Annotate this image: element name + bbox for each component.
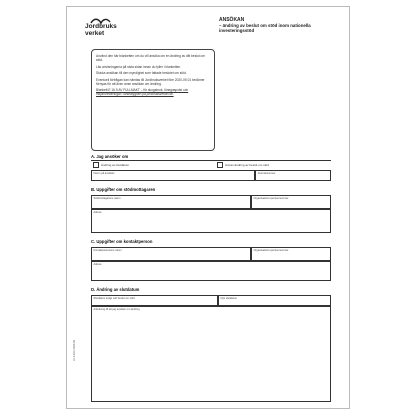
field-label: Stödmottagarens namn bbox=[93, 197, 121, 200]
field-label: Journalnummer bbox=[257, 172, 276, 175]
section-a-title: A. Jag ansöker om bbox=[91, 154, 129, 159]
journal-number-field[interactable] bbox=[255, 170, 331, 181]
recipient-address-field[interactable] bbox=[91, 209, 331, 233]
logo-wordmark: Jordbruks verket bbox=[85, 23, 117, 37]
contact-name-field[interactable] bbox=[91, 247, 251, 261]
change-reason-field[interactable] bbox=[91, 306, 331, 402]
field-label: Adress bbox=[93, 211, 102, 214]
field-label: Kontaktpersonens namn bbox=[93, 249, 122, 252]
divider bbox=[91, 160, 331, 161]
change-end-date-label: Ändring av slutdatum bbox=[101, 163, 130, 167]
application-name-field[interactable] bbox=[91, 170, 255, 181]
instruction-paragraph: Skicka ansökan till den myndighet som fattade beslutet om stöd. bbox=[96, 71, 187, 75]
field-label: Nytt slutdatum bbox=[220, 297, 238, 300]
field-label: Namn på ansökan bbox=[93, 172, 115, 175]
section-c-title: C. Uppgifter om kontaktperson bbox=[91, 239, 153, 244]
form-title: ANSÖKAN bbox=[219, 17, 245, 23]
section-d-title: D. Ändring av slutdatum bbox=[91, 287, 140, 292]
instruction-paragraph: Använd den här blanketten om du vill ansöka om en ändring av ditt beslut om stöd. bbox=[96, 54, 205, 62]
recipient-org-number-field[interactable] bbox=[251, 195, 331, 209]
change-end-date-checkbox[interactable] bbox=[93, 162, 99, 168]
field-label: Anledning till att jag ansöker om ändring bbox=[93, 308, 140, 311]
instruction-link[interactable]: Blankett E 16.9 AV FULLMAKT – för skogsbruk, lönegaspolst och miljöinvesteringar i landsbygden på jordbruksverket.se. bbox=[96, 88, 189, 96]
other-change-checkbox[interactable] bbox=[217, 162, 223, 168]
form-subtitle: – ändring av beslut om stöd inom nationella investeringsstöd bbox=[219, 23, 311, 34]
section-b-title: B. Uppgifter om stödmottagaren bbox=[91, 187, 156, 192]
form-code: Jo 4.XXX 2020-09 bbox=[73, 339, 76, 361]
new-end-date-field[interactable] bbox=[218, 295, 331, 306]
other-change-label: Annan ändring av beslut om stöd bbox=[225, 163, 269, 167]
field-label: Organisations-/personnummer bbox=[253, 197, 289, 200]
field-label: Organisations-/personnummer bbox=[253, 249, 289, 252]
field-label: Adress bbox=[93, 263, 102, 266]
field-label: Slutdatum enligt mitt beslut om stöd bbox=[93, 297, 135, 300]
contact-org-number-field[interactable] bbox=[251, 247, 331, 261]
contact-address-field[interactable] bbox=[91, 261, 331, 281]
recipient-name-field[interactable] bbox=[91, 195, 251, 209]
instruction-paragraph: Eventuell förfrågan kan hämtas till Jordbruksverket före 2020-09-01 bedömer förnyas för att även anse ansökan om ändring. bbox=[96, 77, 205, 86]
current-end-date-field[interactable] bbox=[91, 295, 218, 306]
instructions-box bbox=[91, 49, 215, 151]
form-page bbox=[66, 6, 350, 409]
instruction-paragraph: Läs anvisningarna på sista sidan innan du fyller i blanketten. bbox=[96, 64, 182, 69]
